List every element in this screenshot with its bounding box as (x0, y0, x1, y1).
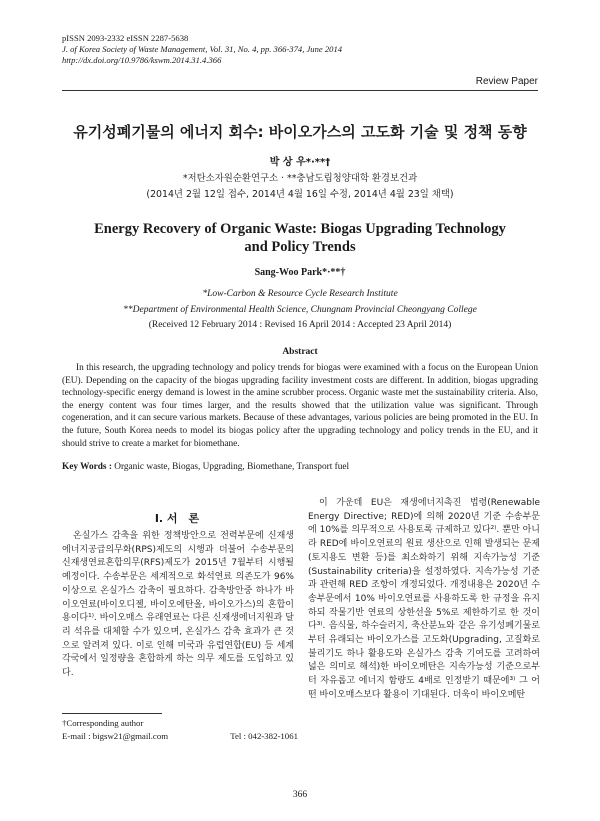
page-number: 366 (292, 790, 308, 800)
korean-title: 유기성폐기물의 에너지 회수: 바이오가스의 고도화 기술 및 정책 동향 (73, 123, 527, 141)
keywords (62, 462, 538, 472)
article-type-label: Review Paper (475, 76, 538, 87)
korean-affiliation: *저탄소자원순환연구소 · **충남도립청양대학 환경보건과 (182, 173, 418, 184)
english-affiliation-2: **Department of Environmental Health Science, Chungnam Provincial Cheongyang College (123, 305, 477, 315)
english-title-line1: Energy Recovery of Organic Waste: Biogas Upgrading Technology (94, 221, 506, 237)
english-title (62, 220, 538, 256)
abstract-body: In this research, the upgrading technology and policy trends for biogas were examined with a focus on the European Union (EU). Depending on the capacity of the biogas upgrading facility investment costs are different. In addition, biogas upgrading technology-specific energy demand is lowest in the amine scrubber process. Organic waste met the sustainability criteria. Also, the energy content was four times larger, and the results showed that the utilization value was significant. Through cogeneration, and it can secure various markets. Because of these advantages, various policies are being promoted in the EU. In the future, South Korea needs to model its biogas policy after the upgrading technology and policy trends in the EU, and it should strive to create a market for biomethane. (62, 363, 538, 449)
korean-author: 박 상 우*·**† (269, 157, 331, 168)
author-phone: Tel : 042-382-1061 (230, 731, 298, 741)
keywords-label: Key Words : (62, 462, 112, 472)
journal-citation: J. of Korea Society of Waste Management, Vol. 31, No. 4, pp. 366-374, June 2014 (62, 44, 343, 54)
footnote (62, 717, 298, 743)
contact-line (62, 730, 298, 743)
section-heading-introduction: I. 서 론 (154, 512, 200, 525)
footnote-divider (62, 713, 162, 714)
english-dates: (Received 12 February 2014 : Revised 16 April 2014 : Accepted 23 April 2014) (148, 320, 452, 330)
korean-dates: (2014년 2월 12일 접수, 2014년 4월 16일 수정, 2014년 4월 23일 채택) (146, 189, 454, 200)
issn-line: pISSN 2093-2332 eISSN 2287-5638 (62, 33, 189, 43)
abstract-heading: Abstract (282, 347, 318, 357)
author-email[interactable]: E-mail : bigsw21@gmail.com (62, 731, 169, 741)
english-affiliation-1: *Low-Carbon & Resource Cycle Research Institute (202, 289, 398, 299)
doi-link[interactable]: http://dx.doi.org/10.9786/kswm.2014.31.4.366 (62, 55, 222, 65)
corresponding-author-label: †Corresponding author (62, 718, 144, 728)
keywords-list: Organic waste, Biogas, Upgrading, Biomethane, Transport fuel (114, 462, 350, 472)
intro-right-column: 이 가운데 EU은 재생에너지촉진 법령(Renewable Energy Directive; RED)에 의해 2020년 기준 수송부문에 10%를 의무적으로 사용토록 규제하고 있다²⁾. 뿐만 아니라 RED에 바이오연료의 원료 생산으로 인해 발생되는 문제(토지용도 변환 등)를 최소화하기 위해 지속가능성 기준(Sustainability criteria)을 설정하였다. 지속가능성 기준과 관련해 RED 조항이 개정되었다. 개정내용은 2020년 수송부문에서 10% 바이오연료를 사용하도록 한 규정을 유지하되 작물기반 연료의 상한선을 5%로 제한하기로 한 것이다³⁾. 음식물, 하수슬러지, 축산분뇨와 같은 유기성폐기물로부터 유래되는 바이오가스를 고도화(Upgrading, 고질화로 불리기도 하나 활용도와 온실가스 감축 기여도를 고려하여 넓은 의미로 해석)한 바이오메탄은 지속가능성 기준으로부터 자유롭고 에너지 함량도 4배로 인정받기 때문에³⁾ 그 어떤 바이오매스보다 활용이 기대된다. 더욱이 바이오메탄 (308, 498, 540, 700)
journal-header (62, 33, 342, 66)
english-title-line2: and Policy Trends (244, 239, 356, 255)
intro-left-column: 온실가스 감축을 위한 정책방안으로 전력부문에 신재생에너지공급의무화(RPS)제도의 시행과 더불어 수송부문의 신재생연료혼합의무(RFS)제도가 2015년 7월부터 시행될 예정이다. 수송부문은 세계적으로 화석연료 의존도가 96% 이상으로 온실가스 감축이 필요하다. 감축방안중 하나가 바이오연료(바이오디젤, 바이오에탄올, 바이오가스)의 혼합이용이다¹⁾. 바이오매스 유래연료는 다른 신재생에너지원과 달리 석유를 대체할 수가 있으며, 온실가스 감축 효과가 큰 것으로 알려져 있다. 이로 인해 미국과 유럽연합(EU) 등 세계 각국에서 일정량을 혼합하게 하는 의무 제도를 도입하고 있다. (62, 531, 294, 679)
header-divider (62, 90, 538, 91)
english-author: Sang-Woo Park*·**† (254, 267, 346, 278)
